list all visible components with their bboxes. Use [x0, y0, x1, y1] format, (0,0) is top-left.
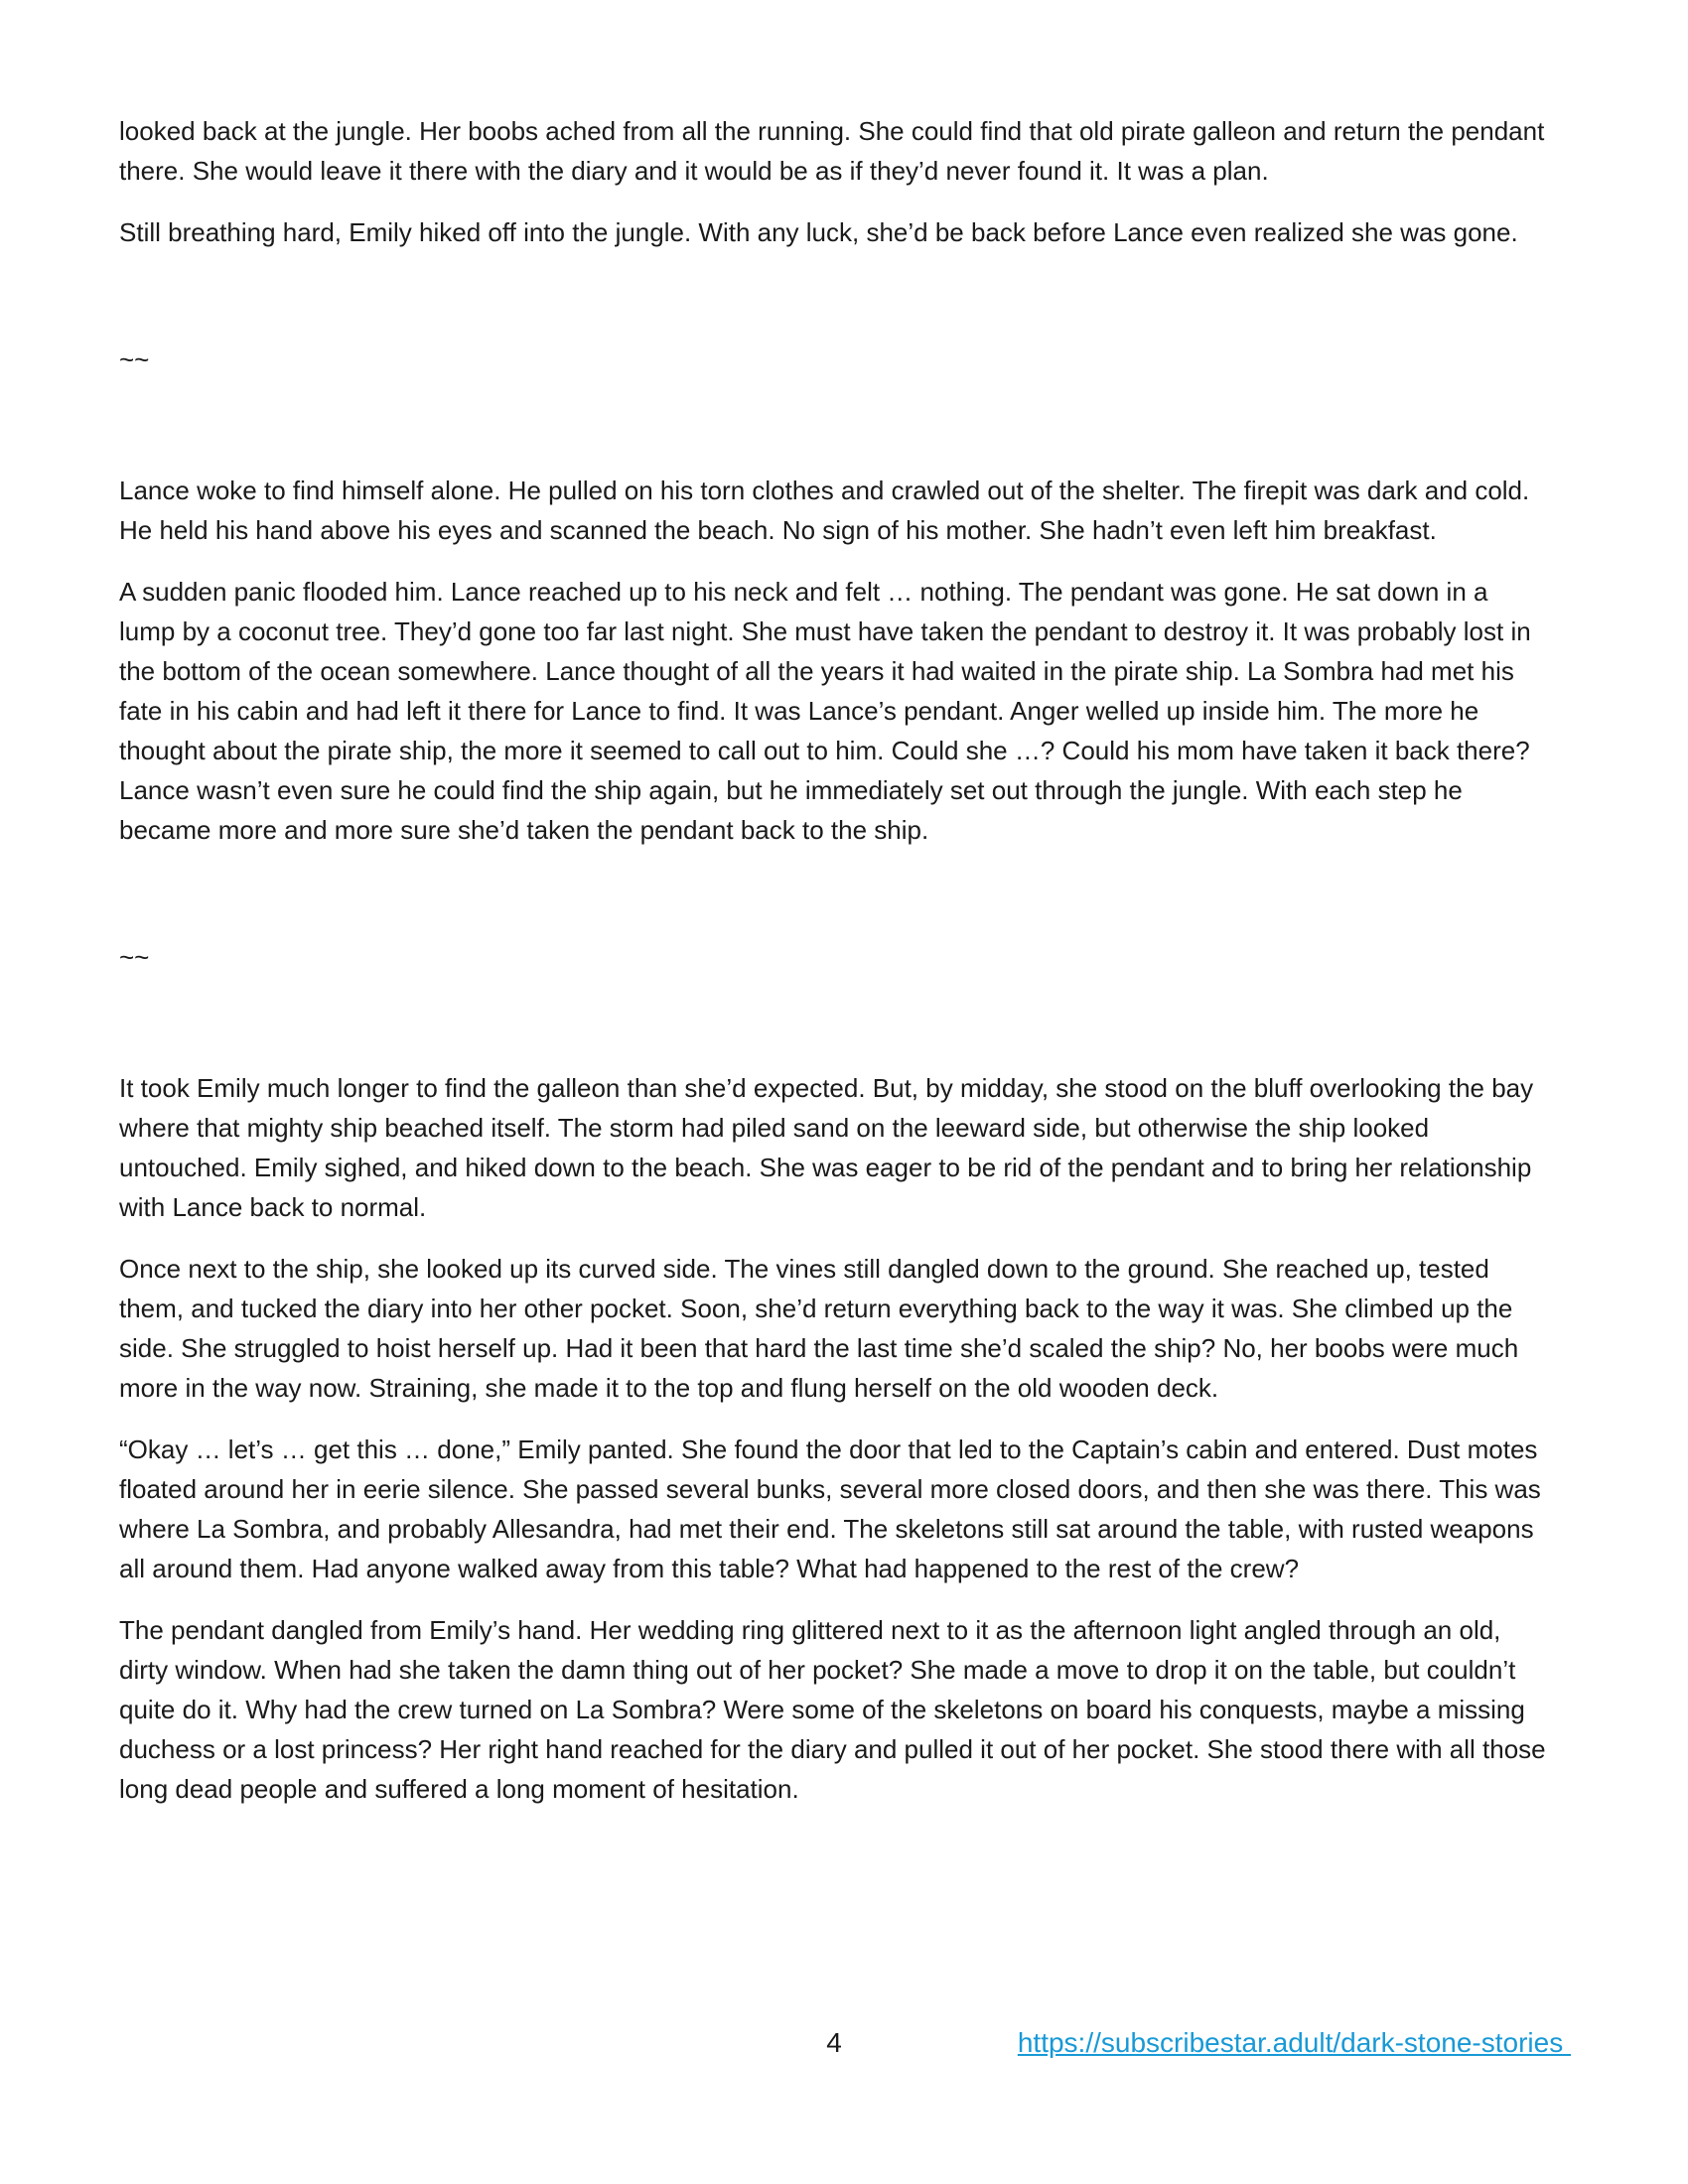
document-page-body — [119, 111, 1551, 1831]
scene-break: ~~ — [119, 942, 150, 972]
paragraph: A sudden panic flooded him. Lance reached up to his neck and felt … nothing. The pendant was gone. He sat down in a lump by a coconut tree. They’d gone too far last night. She must have taken the pendant to destroy it. It was probably lost in the bottom of the ocean somewhere. Lance thought of all the years it had waited in the pirate ship. La Sombra had met his fate in his cabin and had left it there for Lance to find. It was Lance’s pendant. Anger welled up inside him. The more he thought about the pirate ship, the more it seemed to call out to him. Could she …? Could his mom have taken it back there? Lance wasn’t even sure he could find the ship again, but he immediately set out through the jungle. With each step he became more and more sure she’d taken the pendant back to the ship. — [119, 577, 1531, 845]
paragraph: It took Emily much longer to find the galleon than she’d expected. But, by midday, she stood on the bluff overlooking the bay where that mighty ship beached itself. The storm had piled sand on the leeward side, but otherwise the ship looked untouched. Emily sighed, and hiked down to the beach. She was eager to be rid of the pendant and to bring her relationship with Lance back to normal. — [119, 1073, 1534, 1222]
page-number: 4 — [826, 2027, 842, 2058]
scene-break: ~~ — [119, 344, 150, 374]
paragraph: Once next to the ship, she looked up its curved side. The vines still dangled down to the ground. She reached up, tested them, and tucked the diary into her other pocket. Soon, she’d return everything back to the way it was. She climbed up the side. She struggled to hoist herself up. Had it been that hard the last time she’d scaled the ship? No, her boobs were much more in the way now. Straining, she made it to the top and flung herself on the old wooden deck. — [119, 1254, 1519, 1403]
paragraph: Still breathing hard, Emily hiked off into the jungle. With any luck, she’d be back before Lance even realized she was gone. — [119, 217, 1518, 247]
paragraph: The pendant dangled from Emily’s hand. Her wedding ring glittered next to it as the afternoon light angled through an old, dirty window. When had she taken the damn thing out of her pocket? She made a move to drop it on the table, but couldn’t quite do it. Why had the crew turned on La Sombra? Were some of the skeletons on board his conquests, maybe a missing duchess or a lost princess? Her right hand reached for the diary and pulled it out of her pocket. She stood there with all those long dead people and suffered a long moment of hesitation. — [119, 1615, 1546, 1804]
paragraph: looked back at the jungle. Her boobs ached from all the running. She could find that old pirate galleon and return the pendant there. She would leave it there with the diary and it would be as if they’d never found it. It was a plan. — [119, 116, 1545, 186]
page-footer — [119, 2023, 1571, 2067]
paragraph: “Okay … let’s … get this … done,” Emily panted. She found the door that led to the Captain’s cabin and entered. Dust motes floated around her in eerie silence. She passed several bunks, several more closed doors, and then she was there. This was where La Sombra, and probably Allesandra, had met their end. The skeletons still sat around the table, with rusted weapons all around them. Had anyone walked away from this table? What had happened to the rest of the crew? — [119, 1434, 1541, 1583]
paragraph: Lance woke to find himself alone. He pulled on his torn clothes and crawled out of the shelter. The firepit was dark and cold. He held his hand above his eyes and scanned the beach. No sign of his mother. She hadn’t even left him breakfast. — [119, 476, 1530, 545]
footer-link[interactable]: https://subscribestar.adult/dark-stone-stories — [1017, 2027, 1571, 2058]
